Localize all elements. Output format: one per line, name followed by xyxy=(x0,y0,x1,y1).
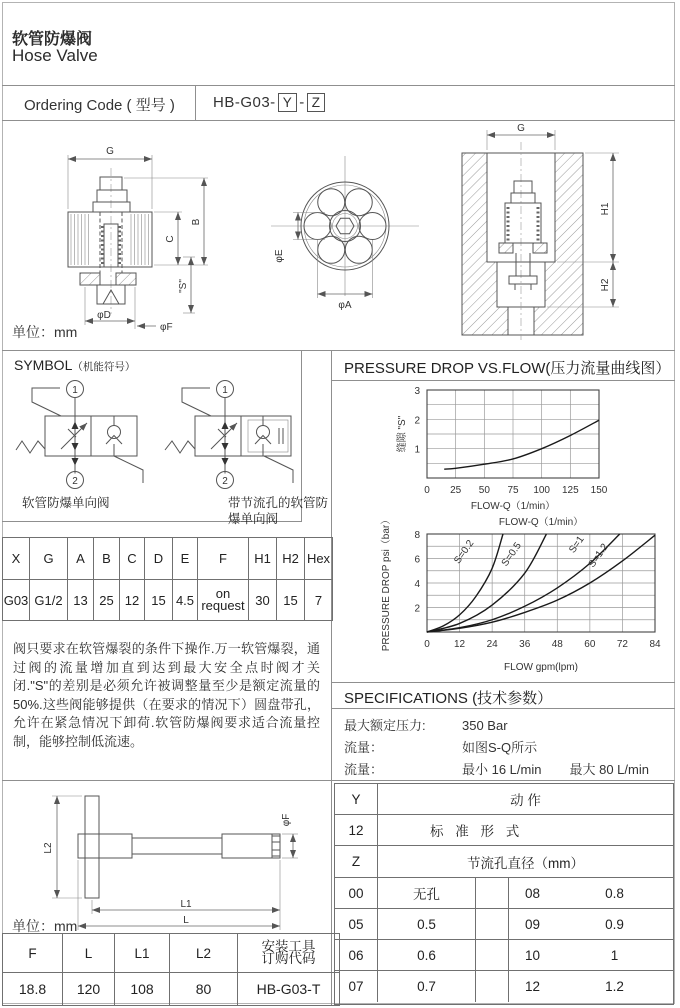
specifications-heading: SPECIFICATIONS (技术参数） xyxy=(344,690,553,707)
symbol-caption-right: 带节流孔的软管防爆单向阀 xyxy=(228,496,329,526)
y-code-label-cell: 标 准 形 式 xyxy=(378,815,673,846)
pressure-drop-flow-chart xyxy=(331,512,677,680)
hydraulic-symbol-basic xyxy=(14,378,156,490)
dim-label-G: G xyxy=(106,146,114,157)
tool-header-line2: 订购代码 xyxy=(261,951,316,966)
svg-text:PRESSURE DROP psi（bar）: PRESSURE DROP psi（bar） xyxy=(381,514,392,652)
dim-col-header: A xyxy=(68,538,94,580)
dim-value: on request xyxy=(198,580,249,621)
z-code: 10 xyxy=(509,940,556,971)
dim-value: G1/2 xyxy=(30,580,68,621)
svg-text:84: 84 xyxy=(649,639,661,650)
svg-text:0: 0 xyxy=(424,639,430,650)
symbol-heading-en: SYMBOL xyxy=(14,357,73,373)
z-label-cell: 节流孔直径（mm） xyxy=(378,846,673,878)
dim-label-phiF: φF xyxy=(160,322,173,333)
z-value: 0.7 xyxy=(378,971,476,1002)
rule xyxy=(195,85,196,120)
tool-col-header-order-code xyxy=(238,934,340,973)
z-code: 07 xyxy=(335,971,378,1002)
dim-label-H2: H2 xyxy=(600,278,611,292)
dim-value: 4.5 xyxy=(173,580,198,621)
dim-value: 25 xyxy=(94,580,120,621)
dim-label-C: C xyxy=(165,235,176,243)
spec-label: 流量： xyxy=(344,762,384,777)
dim-label-phiA: φA xyxy=(338,300,352,311)
face-view-drawing xyxy=(265,148,430,318)
code-separator: - xyxy=(299,94,305,111)
svg-text:S=1: S=1 xyxy=(567,534,587,556)
dim-col-header: B xyxy=(94,538,120,580)
svg-text:1: 1 xyxy=(414,444,420,456)
dim-label-phiF2: φF xyxy=(281,813,292,827)
rule xyxy=(2,85,675,86)
dim-label-L2: L2 xyxy=(43,842,54,854)
specifications-list xyxy=(344,715,670,781)
unit-label-bottom: 单位：mm xyxy=(12,918,78,934)
dim-label-L: L xyxy=(183,915,189,926)
dim-col-header: H2 xyxy=(277,538,305,580)
svg-text:12: 12 xyxy=(454,639,466,650)
dim-col-header: Hex xyxy=(305,538,333,580)
z-value: 0.9 xyxy=(556,909,673,940)
dim-label-phiD: φD xyxy=(97,310,111,321)
z-value: 0.5 xyxy=(378,909,476,940)
z-gap-cell xyxy=(476,971,509,1002)
s-q-flow-chart xyxy=(331,382,677,512)
ordering-code-value xyxy=(213,93,327,112)
spec-label: 最大额定压力: xyxy=(344,718,426,733)
svg-text:2: 2 xyxy=(414,415,420,427)
rule xyxy=(2,780,675,781)
dim-col-header: E xyxy=(173,538,198,580)
block-section-drawing xyxy=(445,124,677,342)
dim-value: G03 xyxy=(3,580,30,621)
port-1-label: 1 xyxy=(222,385,228,396)
page-title-cn: 软管防爆阀 xyxy=(12,31,93,48)
z-gap-cell xyxy=(476,940,509,971)
tool-col-header: L1 xyxy=(115,934,170,973)
tool-value: 120 xyxy=(63,973,115,1006)
dim-value: 7 xyxy=(305,580,333,621)
svg-text:60: 60 xyxy=(584,639,596,650)
svg-text:25: 25 xyxy=(450,485,462,496)
tool-order-table xyxy=(2,933,340,1006)
spec-value-2: 最大 80 L/min xyxy=(569,762,649,777)
dim-col-header: H1 xyxy=(249,538,277,580)
dim-label-B: B xyxy=(191,218,202,226)
svg-text:150: 150 xyxy=(590,485,608,496)
symbol-heading-cn: （机能符号） xyxy=(72,361,136,373)
rule xyxy=(331,380,675,381)
z-key-cell: Z xyxy=(335,846,378,878)
dim-label-G2: G xyxy=(517,123,525,134)
dim-col-header: F xyxy=(198,538,249,580)
yz-code-table xyxy=(334,783,674,1005)
z-value: 无孔 xyxy=(378,878,476,909)
dim-value: 13 xyxy=(68,580,94,621)
svg-text:S=0.2: S=0.2 xyxy=(452,538,477,567)
z-code: 12 xyxy=(524,979,541,994)
z-code: 00 xyxy=(335,878,378,909)
svg-text:2: 2 xyxy=(414,603,420,615)
rule xyxy=(331,682,675,683)
front-view-drawing xyxy=(28,128,243,343)
description-text: 阀只要求在软管爆裂的条件下操作.万一软管爆裂，通过阀的流量增加直到达到最大安全点时阀才关闭."S"的差别是必须允许被调整量至少是额定流量的50%.这些阀能够提供（在要求的情况下）圆盘带孔，允许在紧急情况下卸荷.软管防爆阀要求适合流量控制，能够控制低流速。 xyxy=(13,641,320,749)
dim-value: 12 xyxy=(120,580,145,621)
svg-text:S=1.2: S=1.2 xyxy=(586,541,611,570)
y-code-cell: 12 xyxy=(335,815,378,846)
svg-text:125: 125 xyxy=(561,485,579,496)
dim-label-L1: L1 xyxy=(180,899,192,910)
ordering-code-label: Ordering Code ( 型号 ) xyxy=(24,97,175,114)
spec-value: 最小 16 L/min xyxy=(462,762,542,777)
tool-value: 18.8 xyxy=(3,973,63,1006)
svg-text:48: 48 xyxy=(551,639,563,650)
svg-text:4: 4 xyxy=(414,579,420,590)
spec-label: 流量： xyxy=(344,740,384,755)
svg-text:3: 3 xyxy=(414,386,420,397)
dimension-table xyxy=(2,537,333,621)
spec-row xyxy=(344,715,670,737)
svg-text:FLOW gpm(lpm): FLOW gpm(lpm) xyxy=(504,662,578,673)
spec-value: 如图S-Q所示 xyxy=(462,740,538,755)
rule xyxy=(331,708,675,709)
dim-value: 30 xyxy=(249,580,277,621)
unit-label-top: 单位：mm xyxy=(12,324,78,340)
pressure-section-heading: PRESSURE DROP VS.FLOW(压力流量曲线图） xyxy=(344,360,671,377)
port-2-label: 2 xyxy=(222,476,228,487)
tool-col-header: F xyxy=(3,934,63,973)
z-code: 05 xyxy=(335,909,378,940)
y-key-cell: Y xyxy=(335,784,378,815)
z-code: 09 xyxy=(509,909,556,940)
code-option-z: Z xyxy=(307,93,326,112)
z-value: 0.6 xyxy=(378,940,476,971)
rule xyxy=(2,120,675,121)
dim-label-H1: H1 xyxy=(600,202,611,216)
tool-order-code: HB-G03-T xyxy=(238,973,340,1006)
svg-text:50: 50 xyxy=(478,485,490,496)
svg-text:FLOW-Q（1/min）: FLOW-Q（1/min） xyxy=(498,517,584,528)
tool-value: 108 xyxy=(115,973,170,1006)
dim-value: 15 xyxy=(145,580,173,621)
svg-text:0: 0 xyxy=(424,485,430,496)
dim-col-header: X xyxy=(3,538,30,580)
code-prefix: HB-G03- xyxy=(213,94,276,111)
y-label-cell: 动 作 xyxy=(378,784,673,815)
port-1-label: 1 xyxy=(72,385,78,396)
z-value: 1.2 xyxy=(605,979,624,994)
z-code: 08 xyxy=(509,878,556,909)
symbol-heading xyxy=(14,357,135,375)
hydraulic-symbol-orifice xyxy=(160,378,310,490)
z-gap-cell xyxy=(476,878,509,909)
spec-value: 350 Bar xyxy=(462,718,508,733)
spec-row xyxy=(344,759,670,781)
dim-label-phiE: φE xyxy=(274,249,285,263)
dim-label-S: "S" xyxy=(178,279,189,293)
page-title-en: Hose Valve xyxy=(12,46,98,65)
spec-row xyxy=(344,737,670,759)
z-value: 0.8 xyxy=(556,878,673,909)
dim-col-header: G xyxy=(30,538,68,580)
dim-col-header: D xyxy=(145,538,173,580)
code-option-y: Y xyxy=(278,93,298,112)
dim-value: 15 xyxy=(277,580,305,621)
svg-text:缝隙 "S": 缝隙 "S" xyxy=(397,415,408,453)
svg-text:75: 75 xyxy=(507,485,519,496)
symbol-caption-left: 软管防爆单向阀 xyxy=(22,496,110,510)
svg-text:FLOW-Q（1/min）: FLOW-Q（1/min） xyxy=(470,501,556,512)
port-2-label: 2 xyxy=(72,476,78,487)
svg-text:6: 6 xyxy=(414,554,420,566)
svg-text:36: 36 xyxy=(519,639,531,650)
tool-header-line1: 安装工具 xyxy=(261,939,316,954)
svg-text:100: 100 xyxy=(533,485,551,496)
svg-text:24: 24 xyxy=(486,639,498,650)
z-code: 06 xyxy=(335,940,378,971)
z-value: 1 xyxy=(556,940,673,971)
svg-text:72: 72 xyxy=(616,639,628,650)
dim-col-header: C xyxy=(120,538,145,580)
tool-value: 80 xyxy=(170,973,238,1006)
svg-text:S=0.5: S=0.5 xyxy=(499,540,524,569)
tool-drawing xyxy=(2,782,332,932)
z-gap-cell xyxy=(476,909,509,940)
tool-col-header: L2 xyxy=(170,934,238,973)
svg-text:8: 8 xyxy=(414,530,420,541)
tool-col-header: L xyxy=(63,934,115,973)
